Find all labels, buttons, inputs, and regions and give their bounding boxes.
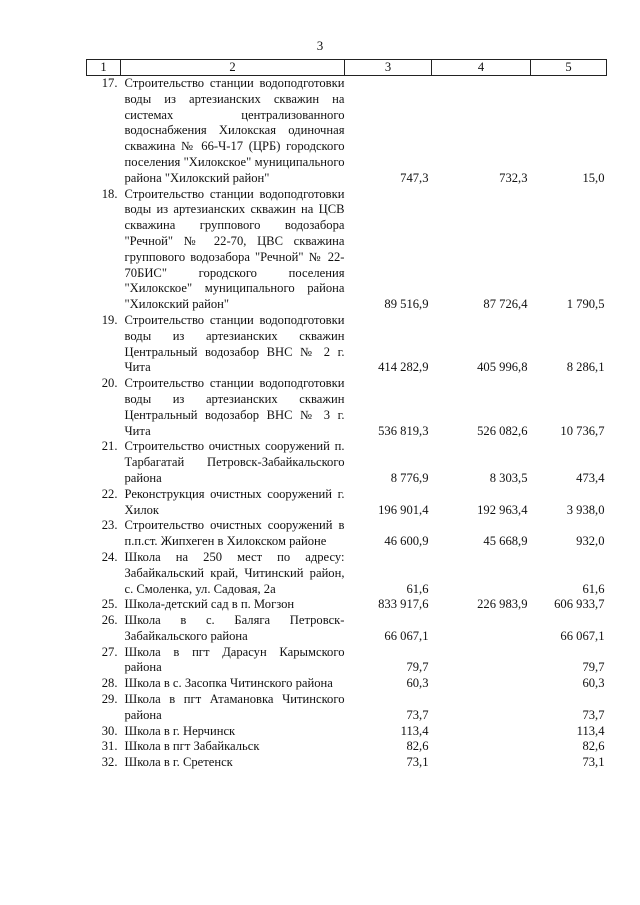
value-col-3: 82,6 [406,739,429,754]
row-number: 24. [101,549,118,564]
table-row [87,692,607,724]
row-name: Школа в пгт Атамановка Читинского района [124,692,345,722]
value-col-4 [432,645,531,677]
value-col-3: 73,1 [406,755,429,770]
value-col-3: 8 776,9 [390,470,429,485]
value-col-3: 414 282,9 [378,360,429,375]
value-col-5: 73,7 [582,707,605,722]
row-name: Школа в с. Баляга Петровск-Забайкальского района [124,613,345,643]
table-row [87,739,607,755]
value-col-5: 8 286,1 [566,360,605,375]
value-col-5: 79,7 [582,660,605,675]
value-col-4: 526 082,6 [477,423,528,438]
row-number: 17. [101,76,118,90]
value-col-3: 536 819,3 [378,423,429,438]
row-name: Строительство станции водоподготовки воды из артезианских скважин Центральный водозабор ВНС № 2 г. Чита [124,312,345,375]
row-name: Строительство станции водоподготовки воды из артезианских скважин на ЦСВ скважина группового водозабора "Речной" № 22-70, ЦВС скважина группового водозабора "Речной" № 22-70БИС" городского поселения "Хилокское" муниципального района "Хилокский район" [124,186,345,312]
value-col-5: 473,4 [576,470,605,485]
table-row [87,724,607,740]
value-col-4 [432,676,531,692]
header-col-3: 3 [345,60,432,76]
header-row [87,60,607,76]
table-row [87,518,607,550]
value-col-5: 606 933,7 [554,597,605,612]
value-col-3: 196 901,4 [378,502,429,517]
row-number: 25. [101,597,118,612]
value-col-5: 61,6 [582,581,605,596]
row-number: 30. [101,723,118,738]
value-col-5: 15,0 [582,170,605,185]
value-col-4: 8 303,5 [489,470,528,485]
row-name: Школа на 250 мест по адресу: Забайкальский край, Читинский район, с. Смоленка, ул. Садовая, 2а [124,549,345,596]
value-col-5: 1 790,5 [566,297,605,312]
value-col-4: 405 996,8 [477,360,528,375]
value-col-5: 932,0 [576,534,605,549]
row-name: Строительство станции водоподготовки воды из артезианских скважин на системах централизованного водоснабжения Хилокская одиночная скважина № 66-Ч-17 (ЦРБ) городского поселения "Хилокское" муниципального района "Хилокский район" [124,76,345,185]
value-col-3: 66 067,1 [384,628,429,643]
value-col-3: 61,6 [406,581,429,596]
table-row [87,376,607,439]
value-col-4 [432,739,531,755]
header-col-4: 4 [432,60,531,76]
table-row [87,613,607,645]
value-col-3: 79,7 [406,660,429,675]
value-col-5: 82,6 [582,739,605,754]
table-row [87,76,607,187]
row-number: 22. [101,486,118,501]
row-name: Строительство очистных сооружений п. Тарбагатай Петровск-Забайкальского района [124,439,345,485]
table-row [87,645,607,677]
row-number: 31. [101,739,118,754]
row-number: 20. [101,376,118,391]
header-col-5: 5 [531,60,607,76]
row-name: Реконструкция очистных сооружений г. Хилок [124,486,345,517]
row-name: Школа в пгт Дарасун Карымского района [124,644,345,675]
row-number: 26. [101,613,118,628]
value-col-4: 87 726,4 [483,297,528,312]
table-row [87,439,607,486]
value-col-3: 46 600,9 [384,534,429,549]
value-col-5: 3 938,0 [566,502,605,517]
row-number: 23. [101,518,118,533]
value-col-3: 73,7 [406,707,429,722]
row-number: 21. [101,439,118,454]
value-col-5: 113,4 [576,723,605,738]
table-row [87,550,607,597]
value-col-4: 192 963,4 [477,502,528,517]
page-number: 3 [316,38,324,53]
row-name: Строительство станции водоподготовки воды из артезианских скважин Центральный водозабор ВНС № 3 г. Чита [124,376,345,438]
value-col-4: 226 983,9 [477,597,528,612]
row-name: Школа в г. Нерчинск [124,723,236,738]
table-row [87,676,607,692]
value-col-3: 747,3 [400,170,429,185]
value-col-4: 45 668,9 [483,534,528,549]
value-col-4 [432,550,531,597]
row-number: 28. [101,676,118,691]
value-col-4 [432,724,531,740]
row-name: Школа в пгт Забайкальск [124,739,260,754]
table-body [87,76,607,772]
row-number: 32. [101,755,118,770]
budget-table [86,59,607,771]
table-row [87,755,607,771]
value-col-3: 113,4 [400,723,429,738]
value-col-4: 732,3 [499,170,528,185]
row-number: 19. [101,312,118,327]
row-name: Школа в г. Сретенск [124,755,233,770]
value-col-5: 60,3 [582,676,605,691]
value-col-4 [432,755,531,771]
value-col-3: 89 516,9 [384,297,429,312]
table-row [87,597,607,613]
value-col-4 [432,613,531,645]
value-col-4 [432,692,531,724]
row-number: 27. [101,644,118,659]
header-col-1: 1 [87,60,121,76]
row-number: 18. [101,186,118,201]
table-row [87,187,607,313]
header-col-2: 2 [121,60,345,76]
value-col-3: 833 917,6 [378,597,429,612]
value-col-5: 10 736,7 [560,423,605,438]
table-header [87,60,607,76]
value-col-5: 73,1 [582,755,605,770]
row-name: Строительство очистных сооружений в п.п.ст. Жипхеген в Хилокском районе [124,518,345,549]
row-name: Школа-детский сад в п. Могзон [124,597,295,612]
row-number: 29. [101,692,118,707]
value-col-3: 60,3 [406,676,429,691]
value-col-5: 66 067,1 [560,628,605,643]
table-row [87,487,607,519]
table-row [87,313,607,376]
row-name: Школа в с. Засопка Читинского района [124,676,333,691]
